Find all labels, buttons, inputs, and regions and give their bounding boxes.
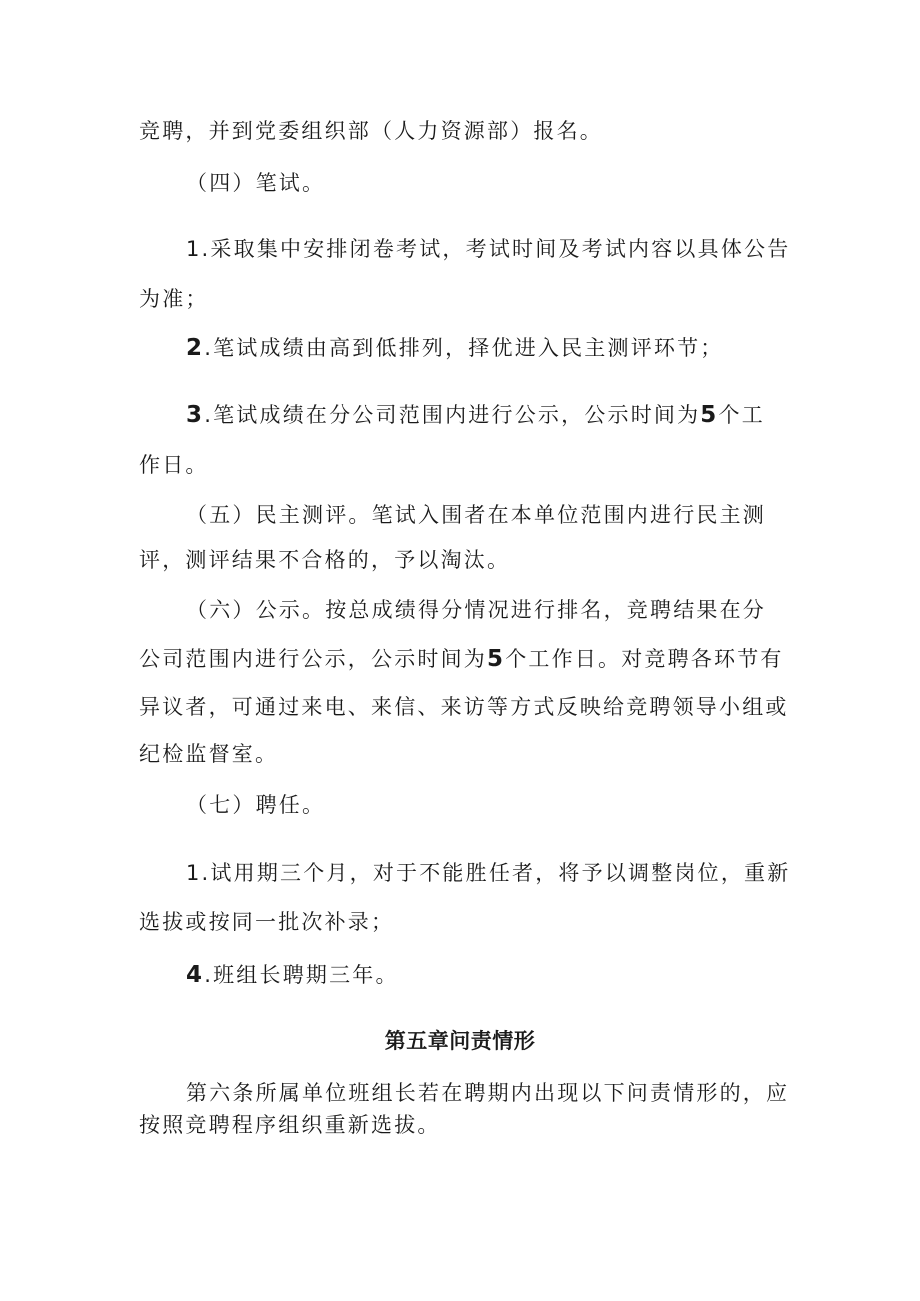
list-number: 4 [186,962,205,988]
paragraph-line [186,400,765,430]
paragraph-line: 作日。 [139,453,209,477]
paragraph-text: 公司范围内进行公示，公示时间为 [139,647,487,671]
inline-number: 5 [487,646,506,672]
list-number: 3 [186,402,205,428]
inline-number: 5 [700,402,719,428]
list-number: 2 [186,335,205,361]
paragraph-line: 为准； [139,287,209,311]
paragraph-line: 选拔或按同一批次补录； [139,910,395,934]
paragraph-line: 纪检监督室。 [139,742,279,766]
section-title-appointment: （七）聘任。 [186,793,326,817]
paragraph-text: .笔试成绩在分公司范围内进行公示，公示时间为 [204,403,701,427]
chapter-heading: 第五章问责情形 [384,1029,536,1053]
paragraph-line: 按照竞聘程序组织重新选拔。 [139,1113,441,1137]
section-title-democratic-evaluation: （五）民主测评。笔试入围者在本单位范围内进行民主测 [186,503,766,527]
paragraph-text: 个工作日。对竞聘各环节有 [505,647,784,671]
section-title-written-exam: （四）笔试。 [186,171,326,195]
paragraph-text: 个工 [718,403,765,427]
paragraph-line: 异议者，可通过来电、来信、来访等方式反映给竞聘领导小组或 [139,695,789,719]
paragraph-text: .班组长聘期三年。 [204,963,399,987]
paragraph-line: 1.试用期三个月，对于不能胜任者，将予以调整岗位，重新 [186,861,791,885]
paragraph-line: 竞聘，并到党委组织部（人力资源部）报名。 [139,119,603,143]
paragraph-line: 评，测评结果不合格的，予以淘汰。 [139,548,511,572]
paragraph-text: .笔试成绩由高到低排列，择优进入民主测评环节； [204,336,724,360]
paragraph-line: 1.采取集中安排闭卷考试，考试时间及考试内容以具体公告 [186,237,791,261]
paragraph-line: 第六条所属单位班组长若在聘期内出现以下问责情形的，应 [186,1081,790,1105]
paragraph-line [186,960,399,990]
paragraph-line [186,333,724,363]
section-title-publicity: （六）公示。按总成绩得分情况进行排名，竞聘结果在分 [186,598,766,622]
paragraph-line [139,644,784,674]
